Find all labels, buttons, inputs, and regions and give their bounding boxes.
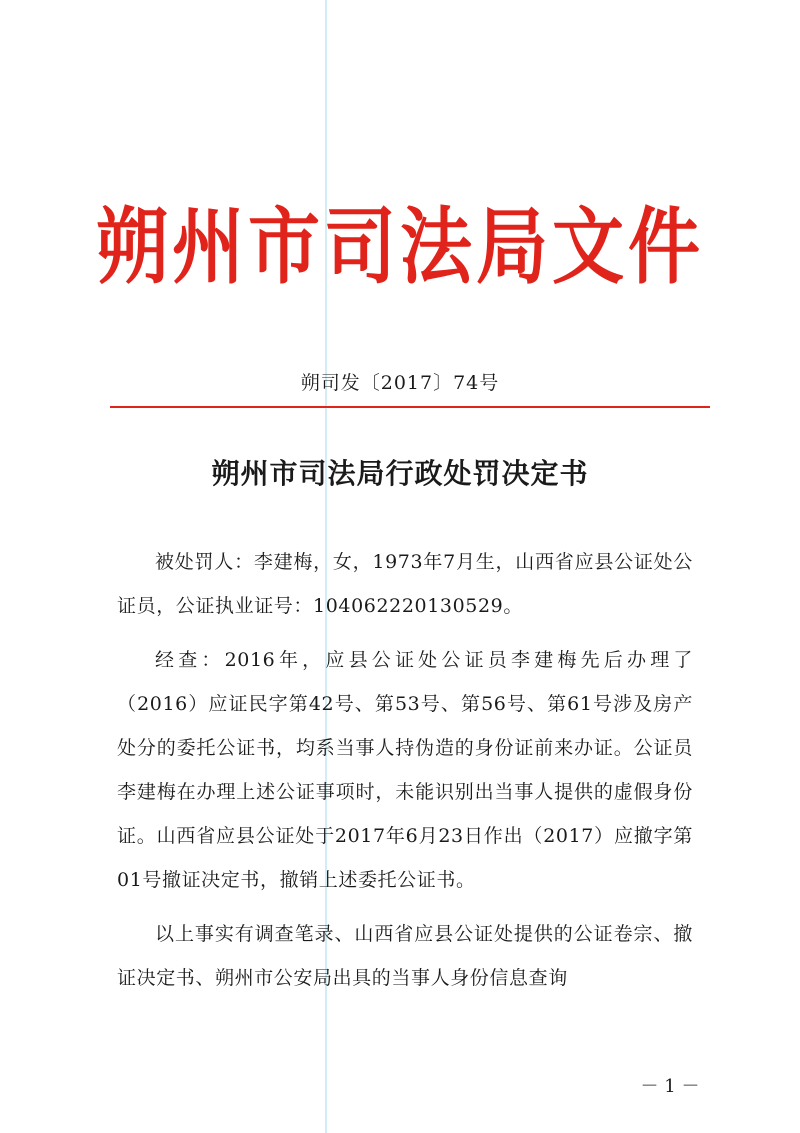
paragraph-evidence: 以上事实有调查笔录、山西省应县公证处提供的公证卷宗、撤证决定书、朔州市公安局出具的当事人身份信息查询 (117, 923, 693, 989)
paragraph-respondent: 被处罚人：李建梅，女，1973年7月生，山西省应县公证处公证员，公证执业证号：104062220130529。 (117, 551, 693, 617)
document-body (117, 540, 693, 1010)
header-divider (110, 406, 710, 408)
page-number: － 1 － (640, 1076, 700, 1097)
document-number: 朔司发〔2017〕74号 (300, 372, 500, 394)
document-header-title: 朔州市司法局文件 (95, 198, 704, 295)
page-title: 朔州市司法局行政处罚决定书 (211, 457, 589, 490)
paragraph-findings: 经查：2016年，应县公证处公证员李建梅先后办理了（2016）应证民字第42号、第53号、第56号、第61号涉及房产处分的委托公证书，均系当事人持伪造的身份证前来办证。公证员李建梅在办理上述公证事项时，未能识别出当事人提供的虚假身份证。山西省应县公证处于2017年6月23日作出（2017）应撤字第01号撤证决定书，撤销上述委托公证书。 (117, 649, 693, 891)
